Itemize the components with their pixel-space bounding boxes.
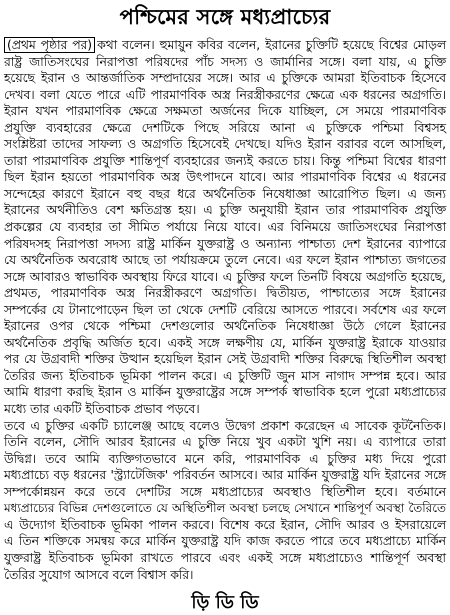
article-line: এ উদ্যোগ ইতিবাচক ভূমিকা পালন করবে। বিশেষ করে ইরান, সৌদি আরব ও ইসরায়েলে [4,517,446,532]
article-line: তৈরির সুযোগ আসবে বলে বিশ্বাস করি। [4,567,194,582]
article-line: তৈরির জন্য ইতিবাচক ভূমিকা পালন করে। এ চুক্তিটি জুন মাস নাগাদ সম্পন্ন হবে। আর [4,368,446,383]
cut-off-glyphs: ড়ি ডি ডি [191,592,259,613]
continued-from-front-page-label: (প্রথম পৃষ্ঠার পর) [4,37,95,53]
article-line: যুক্তরাষ্ট্র ইতিবাচক ভূমিকা রাখতে পারবে এবং একই সঙ্গে মধ্যপ্রাচ্যেও শান্তিপূর্ণ অবস্থা [4,550,446,565]
article-body [4,37,446,597]
article-line: হয়েছে ইরান ও আন্তর্জাতিক সম্প্রদায়ের সঙ্গে। আর এ চুক্তিকে আমরা ইতিবাচক হিসেবে [4,71,446,86]
article-line: ইরানের ওপর থেকে পশ্চিমা দেশগুলোর অর্থনৈতিক নিষেধাজ্ঞা উঠে গেলে ইরানের [4,319,446,334]
article-line: পর যে উগ্রবাদী শক্তির উত্থান হয়েছিল ইরান সেই উগ্রবাদী শক্তির বিরুদ্ধে স্থিতিশীল অবস্থা [4,352,446,367]
article-line: সম্পর্কের যে টানাপোড়েন ছিল তা থেকে দেশটি বেরিয়ে আসতে পারবে। সর্বশেষ এর ফলে [4,302,446,317]
article-line: যে অর্থনৈতিক অবরোধ আছে তা পর্যায়ক্রমে তুলে নেবে। এর ফলে ইরান পাশ্চাত্য জগতের [4,253,446,268]
article-line: তবে এ চুক্তির একটি চ্যালেঞ্জ আছে বলেও উদ্বেগ প্রকাশ করেছেন এ সাবেক কূটনৈতিক। [4,418,446,433]
article-line: দেখব। বলা যেতে পারে এটি পারমাণবিক অস্ত্র নিরস্ত্রীকরণের ক্ষেত্রে এক ধরনের অগ্রগতি। [4,87,446,102]
article-line-text: কথা বলেন। হুমায়ুন কবির বলেন, ইরানের চুক্তিটি হয়েছে বিশ্বের মোড়ল [97,38,446,52]
article-line: ছিল ইরান হয়তো পারমাণবিক অস্ত্র উৎপাদনে যাবে। আর পারমাণবিক বিশ্বের এ ধরনের [4,170,446,185]
article-line: সংশ্লিষ্টরা তাদের সাফল্য ও অগ্রগতি হিসেবেই দেখছে। যদিও ইরান বরাবর বলে আসছিল, [4,137,446,152]
article-line: পরিষদসহ নিরাপত্তা সদস্য রাষ্ট্র মার্কিন যুক্তরাষ্ট্র ও অন্যান্য পাশ্চাত্য দেশ ইরানের ব্যাপারে [4,236,446,251]
article-line: উদ্বিগ্ন। তবে আমি ব্যক্তিগতভাবে মনে করি, পারমাণবিক এ চুক্তির মধ্য দিয়ে পুরো [4,451,446,466]
article-line: তিনি বলেন, সৌদি আরব ইরানের এ চুক্তি নিয়ে খুব একটা খুশি নয়। এ ব্যাপারে তারা [4,435,446,450]
article-line: তারা পারমাণবিক প্রযুক্তি শান্তিপূর্ণ ব্যবহারের জন্যই করতে চায়। কিন্তু পশ্চিমা বিশ্বের ধারণা [4,153,446,168]
article-line: প্রকল্পের যে ব্যবহার তা সীমিত পর্যায়ে নিয়ে যাবে। এর বিনিময়ে জাতিসংঘের নিরাপত্তা [4,220,446,235]
article-line: প্রযুক্তি ব্যবহারের ক্ষেত্রে দেশটিকে পিছে সরিয়ে আনা এ চুক্তিকে পশ্চিমা বিশ্বসহ [4,120,446,135]
article-line: ইরান যখন পারমাণবিক ক্ষেত্রে সক্ষমতা অর্জনের দিকে যাচ্ছিল, সে সময়ে পারমাণবিক [4,104,446,119]
article-line: অর্থনৈতিক প্রবৃদ্ধি অর্জিত হবে। একই সঙ্গে লক্ষণীয় যে, মার্কিন যুক্তরাষ্ট্র ইরাকে যাওয়ার [4,335,446,350]
article-line: ইরানের অর্থনীতিও বেশ ক্ষতিগ্রস্ত হয়। এ চুক্তি অনুযায়ী ইরান তার পারমাণবিক প্রযুক্তি [4,203,446,218]
article-line: মধ্যপ্রাচ্যের বিভিন্ন দেশগুলোতে যে অস্থিতিশীল অবস্থা চলছে সেখানে শান্তিপূর্ণ অবস্থা তৈরিতে [4,501,446,516]
article-line [4,37,446,54]
article-line: এ তিন শক্তিকে সমন্বয় করে মার্কিন যুক্তরাষ্ট্র যদি কাজ করতে পারে তবে মধ্যপ্রাচ্যে মার্কিন [4,534,446,549]
cut-off-next-headline [150,592,300,613]
article-line: রাষ্ট্র জাতিসংঘের নিরাপত্তা পরিষদের পাঁচ সদস্য ও জার্মানির সঙ্গে। বলা যায়, এ চুক্তি [4,54,446,69]
article-line: প্রথমত, পারমাণবিক অস্ত্র নিরস্ত্রীকরণে অগ্রগতি। দ্বিতীয়ত, পাশ্চাত্যের সঙ্গে ইরানের [4,286,446,301]
article-headline: পশ্চিমের সঙ্গে মধ্যপ্রাচ্যের [119,5,331,29]
article-line: সঙ্গে আবারও স্বাভাবিক অবস্থায় ফিরে যাবে। এ চুক্তির ফলে তিনটি বিষয়ে অগ্রগতি হয়েছে, [4,269,446,284]
article-line: সন্দেহের কারণে ইরানে বহু বছর ধরে অর্থনৈতিক নিষেধাজ্ঞা আরোপিত ছিল। এ জন্য [4,186,446,201]
article-line: মধ্যপ্রাচ্যে বড় ধরনের 'স্ট্র্যাটেজিক' পরিবর্তন আসবে। আর মার্কিন যুক্তরাষ্ট্র যদি ইরানের সঙ্গে [4,468,446,483]
article-line: মধ্যে তার একটি ইতিবাচক প্রভাব পড়বে। [4,402,200,417]
article-line: সম্পর্কোন্নয়ন করে তবে দেশটির সঙ্গে মধ্যপ্রাচ্যের অবস্থাও স্থিতিশীল হবে। বর্তমানে [4,484,446,499]
article-line: আমি ধারণা করছি ইরান ও মার্কিন যুক্তরাষ্ট্রের সঙ্গে সম্পর্ক স্বাভাবিক হলে পুরো মধ্যপ্রাচ্যের [4,385,446,400]
